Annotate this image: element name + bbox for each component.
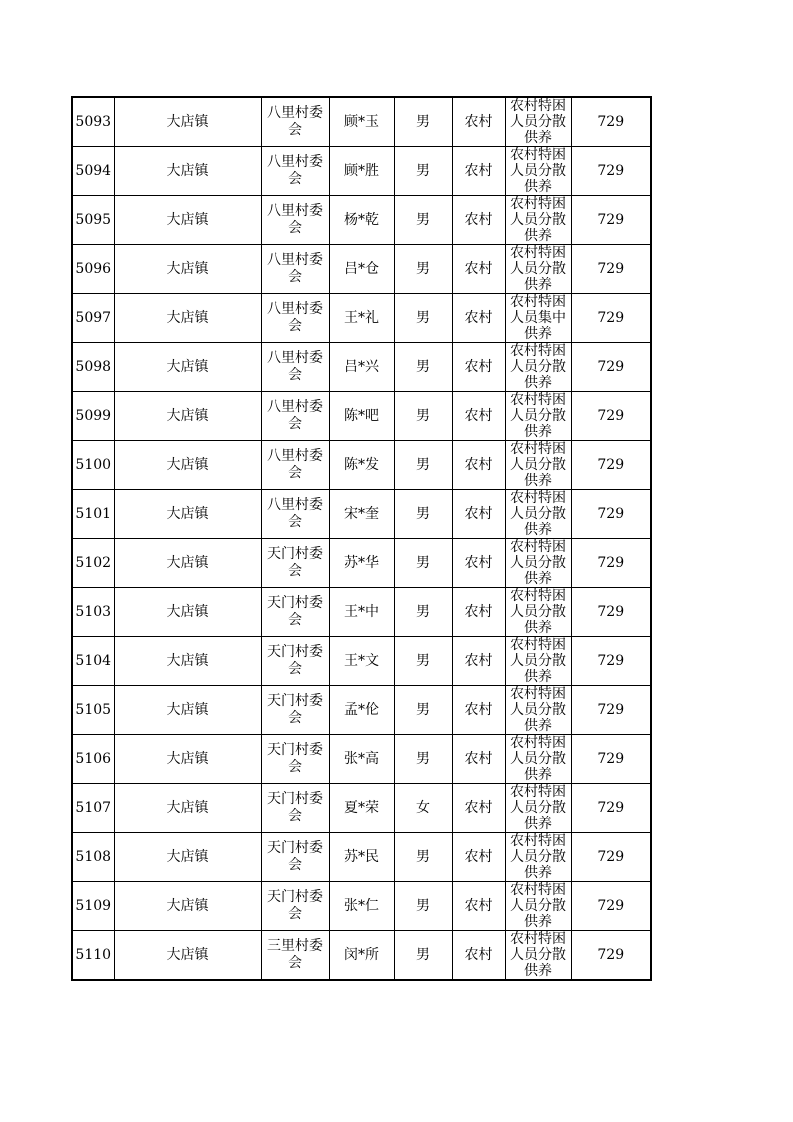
row-number: 5107	[72, 784, 114, 833]
amount-cell: 729	[571, 637, 651, 686]
gender-cell: 男	[394, 539, 452, 588]
row-number: 5110	[72, 931, 114, 981]
table-row	[72, 147, 651, 196]
table-row	[72, 882, 651, 931]
village-cell: 八里村委会	[261, 343, 329, 392]
roster-body	[72, 97, 651, 980]
row-number: 5096	[72, 245, 114, 294]
row-number: 5095	[72, 196, 114, 245]
village-cell: 八里村委会	[261, 490, 329, 539]
roster-table	[71, 96, 652, 981]
amount-cell: 729	[571, 294, 651, 343]
area-cell: 农村	[452, 784, 505, 833]
amount-cell: 729	[571, 686, 651, 735]
amount-cell: 729	[571, 343, 651, 392]
name-cell: 夏*荣	[329, 784, 394, 833]
town-cell: 大店镇	[114, 784, 261, 833]
village-cell: 天门村委会	[261, 637, 329, 686]
amount-cell: 729	[571, 588, 651, 637]
gender-cell: 男	[394, 931, 452, 981]
category-cell: 农村特困人员分散供养	[505, 833, 571, 882]
amount-cell: 729	[571, 735, 651, 784]
category-cell: 农村特困人员分散供养	[505, 539, 571, 588]
town-cell: 大店镇	[114, 931, 261, 981]
town-cell: 大店镇	[114, 441, 261, 490]
table-row	[72, 539, 651, 588]
gender-cell: 男	[394, 441, 452, 490]
table-row	[72, 245, 651, 294]
category-cell: 农村特困人员分散供养	[505, 343, 571, 392]
town-cell: 大店镇	[114, 833, 261, 882]
category-cell: 农村特困人员分散供养	[505, 588, 571, 637]
village-cell: 八里村委会	[261, 196, 329, 245]
village-cell: 八里村委会	[261, 147, 329, 196]
row-number: 5105	[72, 686, 114, 735]
table-row	[72, 343, 651, 392]
name-cell: 王*中	[329, 588, 394, 637]
row-number: 5104	[72, 637, 114, 686]
area-cell: 农村	[452, 931, 505, 981]
name-cell: 张*仁	[329, 882, 394, 931]
category-cell: 农村特困人员分散供养	[505, 784, 571, 833]
town-cell: 大店镇	[114, 196, 261, 245]
village-cell: 天门村委会	[261, 588, 329, 637]
village-cell: 天门村委会	[261, 833, 329, 882]
area-cell: 农村	[452, 147, 505, 196]
town-cell: 大店镇	[114, 490, 261, 539]
gender-cell: 男	[394, 637, 452, 686]
village-cell: 三里村委会	[261, 931, 329, 981]
town-cell: 大店镇	[114, 97, 261, 147]
area-cell: 农村	[452, 343, 505, 392]
table-row	[72, 833, 651, 882]
town-cell: 大店镇	[114, 343, 261, 392]
gender-cell: 男	[394, 343, 452, 392]
table-row	[72, 686, 651, 735]
village-cell: 八里村委会	[261, 441, 329, 490]
table-row	[72, 97, 651, 147]
table-row	[72, 931, 651, 981]
amount-cell: 729	[571, 539, 651, 588]
category-cell: 农村特困人员分散供养	[505, 637, 571, 686]
table-row	[72, 735, 651, 784]
amount-cell: 729	[571, 833, 651, 882]
row-number: 5099	[72, 392, 114, 441]
table-row	[72, 196, 651, 245]
table-row	[72, 637, 651, 686]
name-cell: 杨*乾	[329, 196, 394, 245]
category-cell: 农村特困人员分散供养	[505, 931, 571, 981]
area-cell: 农村	[452, 294, 505, 343]
town-cell: 大店镇	[114, 588, 261, 637]
gender-cell: 男	[394, 196, 452, 245]
gender-cell: 男	[394, 490, 452, 539]
gender-cell: 男	[394, 97, 452, 147]
town-cell: 大店镇	[114, 539, 261, 588]
amount-cell: 729	[571, 882, 651, 931]
category-cell: 农村特困人员分散供养	[505, 735, 571, 784]
amount-cell: 729	[571, 245, 651, 294]
gender-cell: 男	[394, 833, 452, 882]
category-cell: 农村特困人员集中供养	[505, 294, 571, 343]
village-cell: 八里村委会	[261, 392, 329, 441]
name-cell: 王*文	[329, 637, 394, 686]
area-cell: 农村	[452, 637, 505, 686]
category-cell: 农村特困人员分散供养	[505, 686, 571, 735]
area-cell: 农村	[452, 490, 505, 539]
row-number: 5094	[72, 147, 114, 196]
area-cell: 农村	[452, 539, 505, 588]
row-number: 5101	[72, 490, 114, 539]
name-cell: 苏*华	[329, 539, 394, 588]
category-cell: 农村特困人员分散供养	[505, 392, 571, 441]
category-cell: 农村特困人员分散供养	[505, 97, 571, 147]
gender-cell: 男	[394, 686, 452, 735]
village-cell: 天门村委会	[261, 686, 329, 735]
name-cell: 顾*玉	[329, 97, 394, 147]
row-number: 5102	[72, 539, 114, 588]
table-row	[72, 588, 651, 637]
category-cell: 农村特困人员分散供养	[505, 196, 571, 245]
gender-cell: 男	[394, 294, 452, 343]
town-cell: 大店镇	[114, 882, 261, 931]
town-cell: 大店镇	[114, 735, 261, 784]
area-cell: 农村	[452, 245, 505, 294]
area-cell: 农村	[452, 588, 505, 637]
row-number: 5106	[72, 735, 114, 784]
amount-cell: 729	[571, 147, 651, 196]
area-cell: 农村	[452, 686, 505, 735]
row-number: 5097	[72, 294, 114, 343]
area-cell: 农村	[452, 735, 505, 784]
name-cell: 张*高	[329, 735, 394, 784]
gender-cell: 男	[394, 147, 452, 196]
town-cell: 大店镇	[114, 245, 261, 294]
area-cell: 农村	[452, 882, 505, 931]
village-cell: 八里村委会	[261, 294, 329, 343]
category-cell: 农村特困人员分散供养	[505, 147, 571, 196]
name-cell: 陈*吧	[329, 392, 394, 441]
town-cell: 大店镇	[114, 392, 261, 441]
name-cell: 宋*奎	[329, 490, 394, 539]
amount-cell: 729	[571, 931, 651, 981]
name-cell: 闵*所	[329, 931, 394, 981]
gender-cell: 女	[394, 784, 452, 833]
amount-cell: 729	[571, 490, 651, 539]
town-cell: 大店镇	[114, 637, 261, 686]
table-row	[72, 490, 651, 539]
village-cell: 八里村委会	[261, 97, 329, 147]
village-cell: 八里村委会	[261, 245, 329, 294]
gender-cell: 男	[394, 588, 452, 637]
table-row	[72, 392, 651, 441]
row-number: 5108	[72, 833, 114, 882]
name-cell: 吕*仓	[329, 245, 394, 294]
row-number: 5100	[72, 441, 114, 490]
village-cell: 天门村委会	[261, 882, 329, 931]
category-cell: 农村特困人员分散供养	[505, 441, 571, 490]
name-cell: 顾*胜	[329, 147, 394, 196]
row-number: 5093	[72, 97, 114, 147]
gender-cell: 男	[394, 392, 452, 441]
area-cell: 农村	[452, 97, 505, 147]
name-cell: 陈*发	[329, 441, 394, 490]
table-row	[72, 294, 651, 343]
area-cell: 农村	[452, 392, 505, 441]
row-number: 5098	[72, 343, 114, 392]
gender-cell: 男	[394, 882, 452, 931]
village-cell: 天门村委会	[261, 784, 329, 833]
gender-cell: 男	[394, 735, 452, 784]
amount-cell: 729	[571, 196, 651, 245]
gender-cell: 男	[394, 245, 452, 294]
area-cell: 农村	[452, 441, 505, 490]
table-row	[72, 441, 651, 490]
amount-cell: 729	[571, 97, 651, 147]
village-cell: 天门村委会	[261, 735, 329, 784]
town-cell: 大店镇	[114, 294, 261, 343]
area-cell: 农村	[452, 833, 505, 882]
category-cell: 农村特困人员分散供养	[505, 882, 571, 931]
category-cell: 农村特困人员分散供养	[505, 245, 571, 294]
name-cell: 苏*民	[329, 833, 394, 882]
amount-cell: 729	[571, 441, 651, 490]
amount-cell: 729	[571, 392, 651, 441]
table-row	[72, 784, 651, 833]
row-number: 5109	[72, 882, 114, 931]
row-number: 5103	[72, 588, 114, 637]
area-cell: 农村	[452, 196, 505, 245]
category-cell: 农村特困人员分散供养	[505, 490, 571, 539]
village-cell: 天门村委会	[261, 539, 329, 588]
name-cell: 王*礼	[329, 294, 394, 343]
amount-cell: 729	[571, 784, 651, 833]
town-cell: 大店镇	[114, 147, 261, 196]
name-cell: 吕*兴	[329, 343, 394, 392]
town-cell: 大店镇	[114, 686, 261, 735]
name-cell: 孟*伦	[329, 686, 394, 735]
